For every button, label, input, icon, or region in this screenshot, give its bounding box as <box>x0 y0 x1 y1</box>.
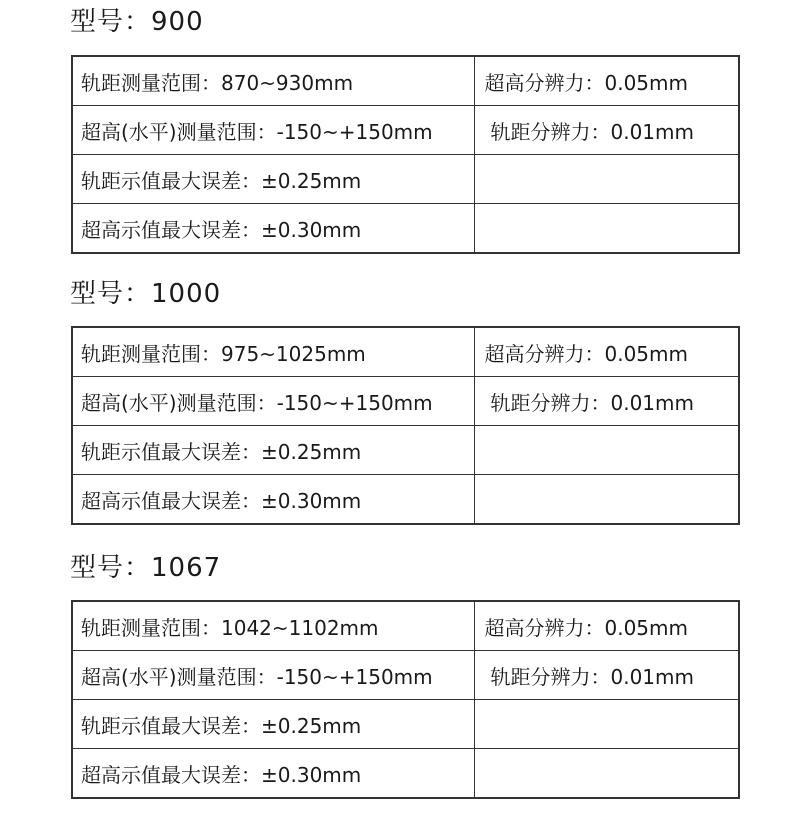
model-title: 型号：900 <box>70 7 204 37</box>
table-cell <box>474 475 739 525</box>
table-cell: 超高(水平)测量范围：-150~+150mm <box>72 377 474 426</box>
table-cell: 轨距测量范围：870~930mm <box>72 56 474 106</box>
table-cell: 超高(水平)测量范围：-150~+150mm <box>72 106 474 155</box>
table-cell <box>474 749 739 799</box>
model-title: 型号：1000 <box>70 279 222 309</box>
table-cell: 超高示值最大误差：±0.30mm <box>72 749 474 799</box>
spec-table <box>71 600 740 799</box>
table-cell <box>474 155 739 204</box>
table-cell: 轨距分辨力：0.01mm <box>474 651 739 700</box>
table-row <box>72 475 739 525</box>
table-cell: 超高示值最大误差：±0.30mm <box>72 204 474 254</box>
table-cell: 轨距示值最大误差：±0.25mm <box>72 426 474 475</box>
table-cell: 超高(水平)测量范围：-150~+150mm <box>72 651 474 700</box>
spec-table <box>71 326 740 525</box>
table-row <box>72 327 739 377</box>
table-row <box>72 651 739 700</box>
table-cell: 轨距测量范围：1042~1102mm <box>72 601 474 651</box>
table-row <box>72 155 739 204</box>
table-row <box>72 204 739 254</box>
table-cell <box>474 204 739 254</box>
table-row <box>72 56 739 106</box>
table-cell <box>474 700 739 749</box>
table-cell: 超高分辨力：0.05mm <box>474 601 739 651</box>
table-cell: 轨距分辨力：0.01mm <box>474 106 739 155</box>
table-row <box>72 700 739 749</box>
table-cell: 超高分辨力：0.05mm <box>474 56 739 106</box>
table-cell: 轨距示值最大误差：±0.25mm <box>72 700 474 749</box>
spec-table <box>71 55 740 254</box>
table-cell: 轨距测量范围：975~1025mm <box>72 327 474 377</box>
table-cell: 轨距分辨力：0.01mm <box>474 377 739 426</box>
model-title: 型号：1067 <box>70 553 222 583</box>
table-row <box>72 426 739 475</box>
table-cell <box>474 426 739 475</box>
table-cell: 超高示值最大误差：±0.30mm <box>72 475 474 525</box>
table-row <box>72 377 739 426</box>
table-row <box>72 601 739 651</box>
table-cell: 轨距示值最大误差：±0.25mm <box>72 155 474 204</box>
table-row <box>72 106 739 155</box>
table-cell: 超高分辨力：0.05mm <box>474 327 739 377</box>
table-row <box>72 749 739 799</box>
